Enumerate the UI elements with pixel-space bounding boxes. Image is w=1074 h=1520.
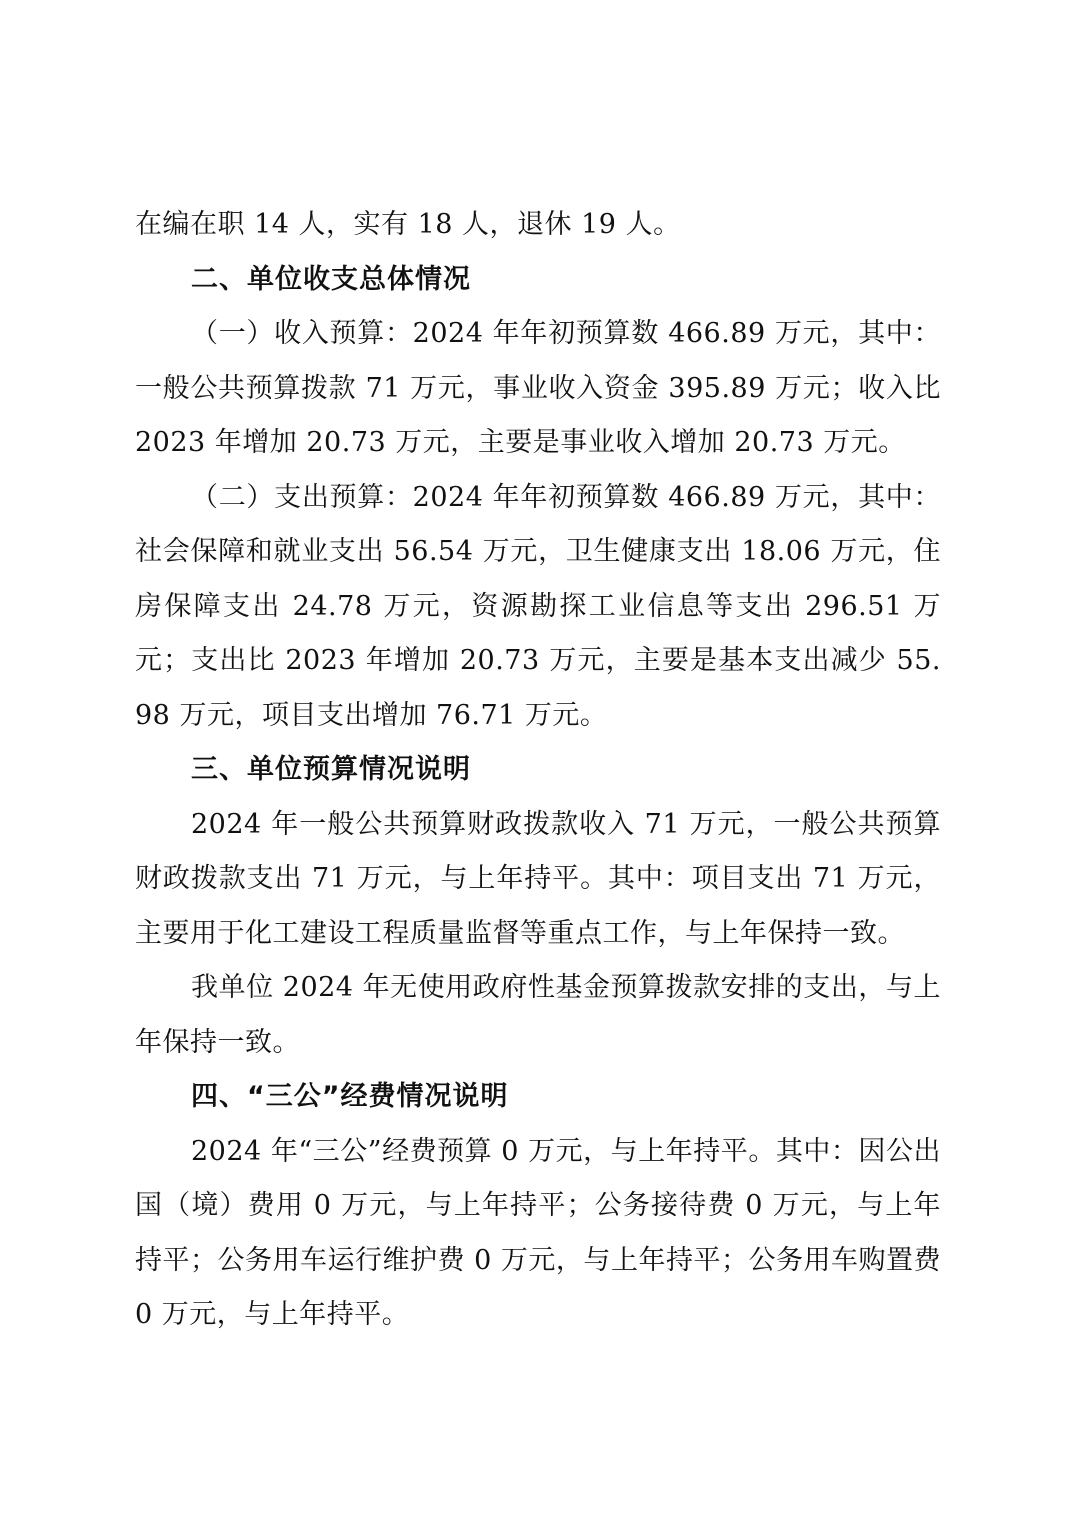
- income-budget-paragraph: （一）收入预算：2024 年年初预算数 466.89 万元，其中：一般公共预算拨款 71 万元，事业收入资金 395.89 万元；收入比 2023 年增加 20.73 万元，主要是事业收入增加 20.73 万元。: [135, 318, 941, 458]
- staff-count-paragraph: 在编在职 14 人，实有 18 人，退休 19 人。: [135, 209, 681, 240]
- government-fund-paragraph: 我单位 2024 年无使用政府性基金预算拨款安排的支出，与上年保持一致。: [135, 972, 941, 1058]
- general-public-budget-paragraph: 2024 年一般公共预算财政拨款收入 71 万元，一般公共预算财政拨款支出 71 万元，与上年持平。其中：项目支出 71 万元，主要用于化工建设工程质量监督等重点工作，与上年保持一致。: [135, 808, 941, 949]
- section-heading-three-public-expenses: 四、“三公”经费情况说明: [191, 1081, 509, 1112]
- document-body: [135, 198, 941, 1343]
- section-heading-budget-explanation: 三、单位预算情况说明: [191, 754, 471, 785]
- expenditure-budget-paragraph: （二）支出预算：2024 年年初预算数 466.89 万元，其中：社会保障和就业支出 56.54 万元，卫生健康支出 18.06 万元，住房保障支出 24.78 万元，资源勘探工业信息等支出 296.51 万元；支出比 2023 年增加 20.73 万元，主要是基本支出减少 55.98 万元，项目支出增加 76.71 万元。: [135, 481, 941, 731]
- three-public-expenses-paragraph: 2024 年“三公”经费预算 0 万元，与上年持平。其中：因公出国（境）费用 0 万元，与上年持平；公务接待费 0 万元，与上年持平；公务用车运行维护费 0 万元，与上年持平；公务用车购置费 0 万元，与上年持平。: [135, 1135, 941, 1330]
- section-heading-budget-overview: 二、单位收支总体情况: [191, 263, 471, 295]
